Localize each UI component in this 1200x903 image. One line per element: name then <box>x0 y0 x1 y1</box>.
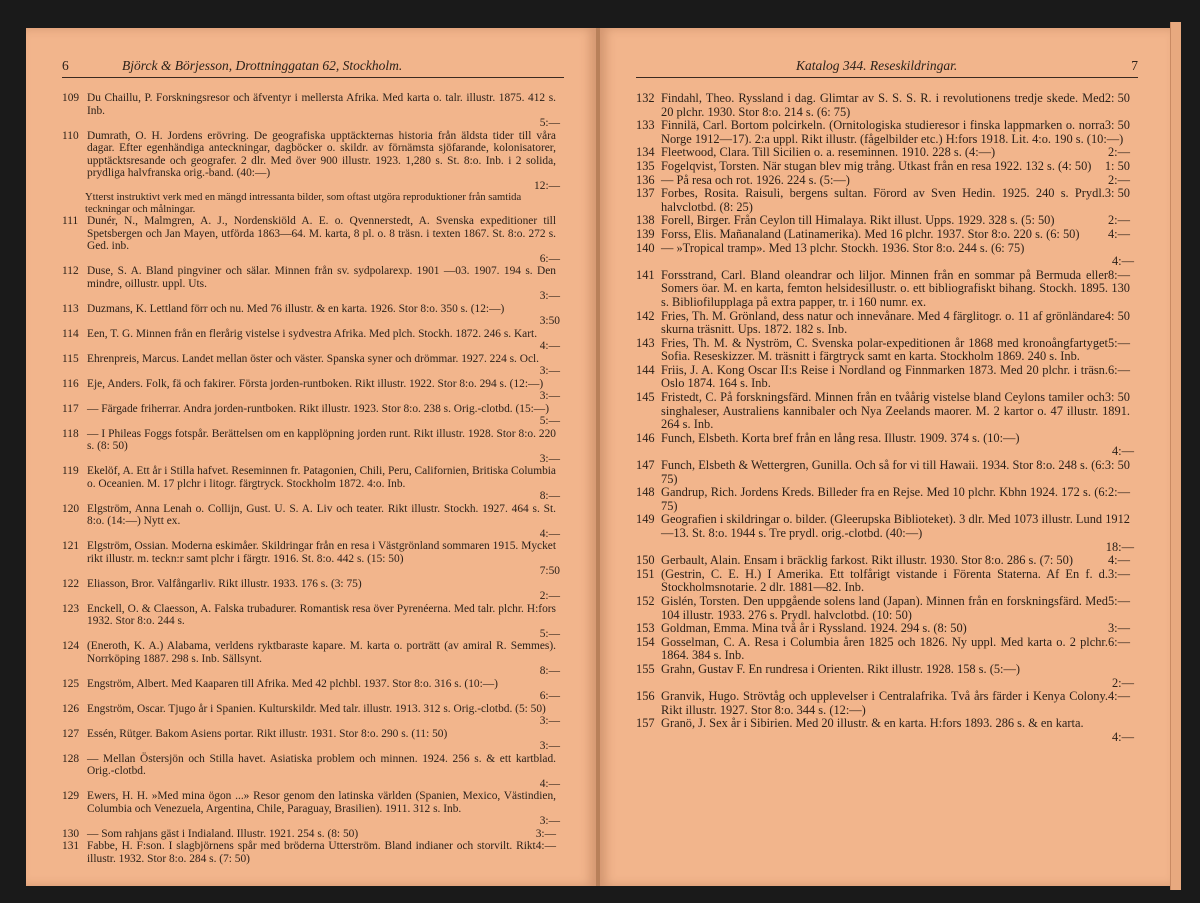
entry-number: 120 <box>62 502 80 515</box>
catalog-entry <box>636 160 1134 174</box>
entry-number: 146 <box>636 430 655 445</box>
catalog-entry <box>62 578 560 603</box>
entry-price: 3:— <box>539 715 560 728</box>
entry-text: Dumrath, O. H. Jordens erövring. De geografiska upptäckternas historia från äldsta tider till våra dagar. Efter egenhändiga anteckningar, dagböcker o. skildr. av förnämsta sjöfarande, kolonisatorer, upptäcktsresande och geografer. 2 dlr. Med över 900 illustr. 1923. 1,280 s. St. 8:o. Inb. i 2 solida, prydliga halvfranska orig.-band. (40:—) <box>87 129 556 179</box>
entry-price: 6:— <box>1107 634 1130 649</box>
entry-number: 153 <box>636 621 655 636</box>
entry-description <box>87 703 560 716</box>
entry-text: Funch, Elsbeth & Wettergren, Gunilla. Och så for vi till Hawaii. 1934. Stor 8:o. 248 s. (6: 75) <box>661 458 1105 486</box>
entry-description <box>87 640 560 665</box>
catalog-entry <box>636 92 1134 119</box>
entry-number: 156 <box>636 689 655 704</box>
entry-price: 5:— <box>539 415 560 428</box>
entry-number: 141 <box>636 267 655 282</box>
entry-price: 6:— <box>1107 362 1130 377</box>
entry-number: 125 <box>62 677 80 690</box>
entry-price: 4: 50 <box>1104 308 1130 323</box>
entry-price: 3:— <box>539 390 560 403</box>
entry-number: 137 <box>636 186 655 201</box>
entry-text: Fabbe, H. F:son. I slagbjörnens spår med bröderna Utterström. Bland indianer och storvilt. Rikt illustr. 1932. Stor 8:o. 284 s. (7: 50) <box>87 840 536 865</box>
entry-description <box>661 92 1134 119</box>
entry-number: 131 <box>62 840 80 853</box>
entry-number: 113 <box>62 302 79 315</box>
left-page-number: 6 <box>62 58 69 73</box>
right-page-header <box>636 58 1138 78</box>
catalog-entry <box>636 690 1134 717</box>
entry-description <box>661 663 1134 677</box>
entry-text: Gerbault, Alain. Ensam i bräcklig farkost. Rikt illustr. 1930. Stor 8:o. 286 s. (7: 50) <box>661 553 1073 568</box>
entry-description <box>661 364 1134 391</box>
entry-number: 116 <box>62 377 79 390</box>
entry-description <box>661 717 1134 731</box>
entry-description <box>661 160 1134 174</box>
entry-number: 128 <box>62 752 80 765</box>
right-page-number: 7 <box>1131 58 1138 73</box>
entry-number: 121 <box>62 540 80 553</box>
entry-text: (Eneroth, K. A.) Alabama, verldens ryktbaraste kapare. M. karta o. porträtt (av amiral R. Semmes). Norrköping 1887. 298 s. Inb. Sällsynt. <box>87 640 556 665</box>
entry-number: 126 <box>62 702 80 715</box>
entry-description <box>661 513 1134 540</box>
entry-description <box>661 568 1134 595</box>
entry-price: 4:— <box>1107 553 1130 568</box>
entry-price: 2: 50 <box>1104 91 1130 105</box>
entry-number: 133 <box>636 118 655 133</box>
entry-text: — I Phileas Foggs fotspår. Berättelsen om en kapplöpning jorden runt. Rikt illustr. 1928. Stor 8:o. 220 s. (8: 50) <box>87 427 556 453</box>
entry-description <box>87 503 560 528</box>
catalog-entry <box>62 753 560 791</box>
entry-price: 2:— <box>1107 485 1130 500</box>
entry-number: 114 <box>62 327 79 340</box>
entry-price: 6:— <box>539 690 560 703</box>
entry-text: Forbes, Rosita. Raisuli, bergens sultan. Förord av Sven Hedin. 1925. 240 s. Prydl. halvclotbd. (8: 25) <box>661 186 1105 214</box>
catalog-entry <box>636 242 1134 269</box>
entry-description <box>87 130 560 180</box>
entry-number: 129 <box>62 790 80 803</box>
entry-description <box>87 840 560 865</box>
entry-price: 4:— <box>1111 729 1134 744</box>
entry-text: — Färgade friherrar. Andra jorden-runtboken. Rikt illustr. 1923. Stor 8:o. 238 s. Orig.-clotbd. (15:—) <box>87 402 549 415</box>
entry-number: 138 <box>636 213 655 228</box>
catalog-entry <box>636 513 1134 554</box>
entry-text: Forsstrand, Carl. Bland oleandrar och liljor. Minnen från en sommar på Bermuda eller Somers öar. M. en karta, femton helsidesillustr. o. ett bibliografiskt bihang. Stockh. 1895. 130 s. Bibliofilupplaga på extra papper, tr. i 160 numr. ex. <box>661 267 1130 309</box>
entry-price: 5:— <box>539 117 560 129</box>
entry-price: 3: 50 <box>1104 390 1130 405</box>
catalog-entry <box>636 622 1134 636</box>
catalog-entry <box>62 840 560 865</box>
entry-description <box>87 328 560 341</box>
entry-description <box>87 428 560 453</box>
entry-number: 145 <box>636 390 655 405</box>
entry-text: — Som rahjans gäst i Indialand. Illustr. 1921. 254 s. (8: 50) <box>87 827 359 840</box>
catalog-entry <box>636 459 1134 486</box>
entry-description <box>87 265 560 290</box>
catalog-entry <box>62 403 560 428</box>
entry-price: 3:— <box>539 815 560 828</box>
entry-description <box>661 622 1134 636</box>
entry-price: 2:— <box>539 590 560 603</box>
entry-description <box>87 540 560 565</box>
entry-price: 4:— <box>539 340 560 353</box>
catalog-entry <box>62 540 560 578</box>
catalog-entry <box>62 428 560 466</box>
entry-number: 122 <box>62 577 80 590</box>
catalog-entry <box>636 432 1134 459</box>
catalog-entry <box>62 215 560 265</box>
catalog-entry <box>62 640 560 678</box>
entry-description <box>87 353 560 366</box>
entry-price: 4:— <box>539 777 560 790</box>
entry-number: 135 <box>636 158 655 173</box>
entry-text: Engström, Oscar. Tjugo år i Spanien. Kulturskildr. Med talr. illustr. 1913. 312 s. Orig.-clotbd. (5: 50) <box>87 702 546 715</box>
catalog-entry <box>636 187 1134 214</box>
catalog-entry <box>636 337 1134 364</box>
entry-price: 3:50 <box>539 315 560 328</box>
entry-text: Ewers, H. H. »Med mina ögon ...» Resor genom den latinska världen (Spanien, Mexico, Västindien, Columbia och Venezuela, Argentina, Chile, Paraguay, Brasilien). 1911. 312 s. Inb. <box>87 790 556 815</box>
entry-price: 2:— <box>1107 145 1130 160</box>
page-stack-edge <box>1170 22 1181 890</box>
entry-price: 3:— <box>539 452 560 465</box>
entry-description <box>87 728 560 741</box>
entry-description <box>87 828 560 841</box>
entry-price: 2:— <box>1107 172 1130 187</box>
catalog-entry <box>636 214 1134 228</box>
entry-note: Ytterst instruktivt verk med en mängd intressanta bilder, som oftast utgöra reproduktioner från samtida teckningar och målningar. <box>85 192 522 215</box>
catalog-entry <box>636 119 1134 146</box>
entry-text: Essén, Rütger. Bakom Asiens portar. Rikt illustr. 1931. Stor 8:o. 290 s. (11: 50) <box>87 727 448 740</box>
entry-price: 3:— <box>535 827 556 840</box>
entry-number: 112 <box>62 265 79 278</box>
entry-number: 115 <box>62 352 79 365</box>
entry-text: (Gestrin, C. E. H.) I Amerika. Ett tolfårigt vistande i Förenta Staterna. Af En f. d. Stockholmsnotarie. 2 dlr. 1881—82. Inb. <box>661 566 1108 595</box>
entry-description <box>87 753 560 778</box>
entry-text: Forell, Birger. Från Ceylon till Himalaya. Rikt illust. Upps. 1929. 328 s. (5: 50) <box>661 213 1055 228</box>
left-page <box>26 28 596 886</box>
entry-price: 3:— <box>539 290 560 303</box>
entry-number: 119 <box>62 465 79 478</box>
catalog-entry <box>62 92 560 130</box>
entry-description <box>661 486 1134 513</box>
entry-description <box>661 690 1134 717</box>
entry-text: Friis, J. A. Kong Oscar II:s Reise i Nordland og Finnmarken 1873. Med 20 plchr. i träsn. Oslo 1874. 164 s. Inb. <box>661 362 1108 391</box>
entry-description <box>87 92 560 117</box>
header-rule <box>62 77 564 78</box>
catalog-entry <box>636 310 1134 337</box>
entry-text: Elgström, Anna Lenah o. Collijn, Gust. U. S. A. Liv och teater. Rikt illustr. Stockh. 1927. 464 s. St. 8:o. (14:—) Nytt ex. <box>87 502 556 528</box>
entry-text: Gislén, Torsten. Den uppgående solens land (Japan). Minnen från en forskningsfärd. Med 104 illustr. 1933. 276 s. Prydl. halvclotbd. (10: 50) <box>661 593 1108 622</box>
entry-text: Enckell, O. & Claesson, A. Falska trubadurer. Romantisk resa över Pyrenéerna. Med talr. plchr. H:fors 1932. Stor 8:o. 244 s. <box>87 602 556 628</box>
entry-description <box>661 269 1134 310</box>
entry-text: Fries, Th. M. Grönland, dess natur och innevånare. Med 4 färglitogr. o. 11 af grönländare skurna träsnitt. Ups. 1872. 182 s. Inb. <box>661 308 1105 337</box>
catalog-entry <box>636 663 1134 690</box>
catalog-entry <box>62 603 560 641</box>
entry-number: 127 <box>62 727 80 740</box>
entry-description <box>87 303 560 316</box>
entry-description <box>87 378 560 391</box>
entry-number: 148 <box>636 485 655 500</box>
entry-text: Granvik, Hugo. Strövtåg och upplevelser i Centralafrika. Två års färder i Kenya Colony. Rikt illustr. 1927. Stor 8:o. 344 s. (12:—) <box>661 689 1108 717</box>
entry-text: — På resa och rot. 1926. 224 s. (5:—) <box>661 172 850 187</box>
entry-text: Forss, Elis. Mañanaland (Latinamerika). Med 16 plchr. 1937. Stor 8:o. 220 s. (6: 50) <box>661 226 1080 241</box>
entry-text: Ekelöf, A. Ett år i Stilla hafvet. Reseminnen fr. Patagonien, Chili, Peru, Californien, Britiska Columbia o. Oceanien. M. 17 plchr i litogr. färgtryck. Stockholm 1872. 4:o. Inb. <box>87 465 556 490</box>
entry-number: 123 <box>62 602 80 615</box>
entry-number: 150 <box>636 553 655 568</box>
entry-price: 3:— <box>1107 621 1130 636</box>
entry-description <box>661 391 1134 432</box>
entry-text: Fogelqvist, Torsten. När stugan blev mig trång. Utkast från en resa 1922. 132 s. (4: 50) <box>661 158 1092 173</box>
entry-description <box>87 215 560 253</box>
entry-price: 18:— <box>1105 539 1134 554</box>
catalog-entry <box>636 269 1134 310</box>
catalog-entry <box>62 503 560 541</box>
entry-price: 3:— <box>1107 566 1130 581</box>
entry-description <box>661 187 1134 214</box>
right-running-head: Katalog 344. Reseskildringar. <box>796 58 958 73</box>
entry-number: 152 <box>636 593 655 608</box>
entry-text: Elgström, Ossian. Moderna eskimåer. Skildringar från en resa i Västgrönland sommaren 1915. Mycket rikt illustr. m. teckn:r samt plchr i färgtr. 1916. St. 8:o. 442 s. (15: 50) <box>87 540 556 565</box>
catalog-entry <box>62 265 560 303</box>
entry-description <box>661 119 1134 146</box>
entry-price: 4:— <box>539 527 560 540</box>
entry-text: Ehrenpreis, Marcus. Landet mellan öster och väster. Spanska syner och drömmar. 1927. 224 s. Ocl. <box>87 352 540 365</box>
catalog-entry <box>636 636 1134 663</box>
left-running-head: Björck & Börjesson, Drottninggatan 62, Stockholm. <box>122 58 403 73</box>
left-entry-list <box>62 92 560 865</box>
entry-description <box>87 790 560 815</box>
catalog-entry <box>636 391 1134 432</box>
entry-number: 111 <box>62 215 79 228</box>
catalog-entry <box>636 364 1134 391</box>
catalog-entry <box>636 228 1134 242</box>
entry-description <box>87 578 560 591</box>
catalog-entry <box>636 595 1134 622</box>
entry-number: 157 <box>636 716 655 731</box>
catalog-entry <box>636 174 1134 188</box>
entry-text: — »Tropical tramp». Med 13 plchr. Stockh. 1936. Stor 8:o. 244 s. (6: 75) <box>661 240 1025 255</box>
entry-price: 5:— <box>1107 593 1130 608</box>
entry-text: — Mellan Östersjön och Stilla havet. Asiatiska problem och minnen. 1924. 256 s. & ett kartblad. Orig.-clotbd. <box>87 752 556 778</box>
entry-number: 124 <box>62 640 80 653</box>
entry-text: Geografien i skildringar o. bilder. (Gleerupska Biblioteket). 3 dlr. Med 1073 illustr. Lund 1912—13. St. 8:o. 1944 s. Tre prydl. orig.-clotbd. (40:—) <box>661 512 1130 540</box>
entry-text: Funch, Elsbeth. Korta bref från en lång resa. Illustr. 1909. 374 s. (10:—) <box>661 430 1020 445</box>
entry-price: 4:— <box>1107 689 1130 704</box>
entry-price: 4:— <box>535 840 556 853</box>
entry-text: Du Chaillu, P. Forskningsresor och äfventyr i mellersta Afrika. Med karta o. talr. illustr. 1875. 412 s. Inb. <box>87 92 556 117</box>
entry-text: Gandrup, Rich. Jordens Kreds. Billeder fra en Rejse. Med 10 plchr. Kbhn 1924. 172 s. (6: 75) <box>661 485 1108 513</box>
catalog-entry <box>62 828 560 841</box>
entry-number: 117 <box>62 402 79 415</box>
right-entry-list <box>636 92 1134 745</box>
catalog-entry <box>62 703 560 728</box>
entry-price: 5:— <box>1107 335 1130 350</box>
entry-number: 144 <box>636 362 655 377</box>
entry-price: 2:— <box>1107 213 1130 228</box>
entry-text: Duzmans, K. Lettland förr och nu. Med 76 illustr. & en karta. 1926. Stor 8:o. 350 s. (12:—) <box>87 302 505 315</box>
catalog-entry <box>636 717 1134 744</box>
entry-text: Fristedt, C. På forskningsfärd. Minnen från en tvåårig vistelse bland Ceylons tamiler och singhaleser, Australiens kannibaler och Nya Zeelands maorer. M. 2 kartor o. 47 illustr. 1891. 264 s. Inb. <box>661 390 1130 432</box>
left-page-header <box>62 58 564 78</box>
entry-description <box>661 337 1134 364</box>
entry-number: 140 <box>636 240 655 255</box>
entry-price: 4:— <box>1111 254 1134 269</box>
entry-description <box>661 214 1134 228</box>
entry-number: 118 <box>62 427 79 440</box>
entry-text: Een, T. G. Minnen från en flerårig vistelse i sydvestra Afrika. Med plch. Stockh. 1872. 246 s. Kart. <box>87 327 538 340</box>
entry-text: Findahl, Theo. Ryssland i dag. Glimtar av S. S. S. R. i revolutionens tredje skede. Med 20 plchr. 1930. Stor 8:o. 214 s. (6: 75) <box>661 91 1105 119</box>
entry-number: 143 <box>636 335 655 350</box>
catalog-entry <box>636 568 1134 595</box>
entry-number: 147 <box>636 458 655 473</box>
catalog-entry <box>62 328 560 353</box>
entry-price: 12:— <box>534 179 560 192</box>
entry-price: 3: 50 <box>1104 118 1130 133</box>
entry-price: 2:— <box>1111 675 1134 690</box>
catalog-entry <box>636 486 1134 513</box>
entry-price: 4:— <box>1107 226 1130 241</box>
entry-price: 4:— <box>1111 444 1134 459</box>
entry-text: Duse, S. A. Bland pingviner och sälar. Minnen från sv. sydpolarexp. 1901 —03. 1907. 194 s. Den mindre, oillustr. uppl. Uts. <box>87 265 556 290</box>
entry-description <box>661 242 1134 256</box>
entry-description <box>87 465 560 490</box>
entry-number: 149 <box>636 512 655 527</box>
entry-number: 110 <box>62 129 79 142</box>
entry-number: 134 <box>636 145 655 160</box>
entry-price: 1: 50 <box>1104 158 1130 173</box>
catalog-entry <box>62 130 560 216</box>
entry-price: 3:— <box>539 740 560 753</box>
entry-price: 3: 50 <box>1104 186 1130 201</box>
catalog-entry <box>636 554 1134 568</box>
entry-description <box>87 403 560 416</box>
catalog-entry <box>62 678 560 703</box>
entry-price: 6:— <box>539 252 560 265</box>
entry-price: 8:— <box>539 490 560 503</box>
entry-text: Gosselman, C. A. Resa i Columbia åren 1825 och 1826. Ny uppl. Med karta o. 2 plchr. 1864. 384 s. Inb. <box>661 634 1108 663</box>
entry-number: 151 <box>636 566 655 581</box>
entry-description <box>661 174 1134 188</box>
entry-price: 3: 50 <box>1104 458 1130 473</box>
entry-number: 142 <box>636 308 655 323</box>
catalog-entry <box>62 378 560 403</box>
entry-text: Fleetwood, Clara. Till Sicilien o. a. reseminnen. 1910. 228 s. (4:—) <box>661 145 996 160</box>
catalog-entry <box>62 790 560 828</box>
entry-number: 136 <box>636 172 655 187</box>
entry-price: 5:— <box>539 627 560 640</box>
entry-text: Goldman, Emma. Mina två år i Ryssland. 1924. 294 s. (8: 50) <box>661 621 967 636</box>
catalog-entry <box>62 303 560 328</box>
entry-number: 130 <box>62 827 80 840</box>
entry-description <box>661 228 1134 242</box>
entry-text: Eliasson, Bror. Valfångarliv. Rikt illustr. 1933. 176 s. (3: 75) <box>87 577 362 590</box>
entry-price: 8:— <box>539 665 560 678</box>
entry-description <box>87 603 560 628</box>
entry-text: Grahn, Gustav F. En rundresa i Orienten. Rikt illustr. 1928. 158 s. (5:—) <box>661 661 1020 676</box>
entry-number: 154 <box>636 634 655 649</box>
catalog-entry <box>62 353 560 378</box>
entry-price: 3:— <box>539 365 560 378</box>
entry-text: Dunér, N., Malmgren, A. J., Nordenskiöld A. E. o. Qvennerstedt, A. Svenska expeditioner till Spetsbergen och Jan Mayen, utförda 1863—64. M. karta, 8 pl. o. 8 träsn. i texten 1867. St. 8:o. 272 s. Ged. inb. <box>87 215 556 253</box>
entry-number: 109 <box>62 92 80 104</box>
header-rule <box>636 77 1138 78</box>
entry-text: Fries, Th. M. & Nyström, C. Svenska polar-expeditionen år 1868 med kronoångfartyget Sofia. Reseskizzer. M. träsnitt i färgtryck samt en karta. Stockholm 1869. 240 s. Inb. <box>661 335 1108 364</box>
entry-number: 132 <box>636 91 655 105</box>
catalog-entry <box>62 728 560 753</box>
entry-description <box>87 678 560 691</box>
entry-price: 7:50 <box>539 565 560 578</box>
entry-text: Finnilä, Carl. Bortom polcirkeln. (Ornitologiska studieresor i finska lappmarken o. norra Norge 1912—17). 2:a uppl. Rikt illustr. (fågelbilder etc.) H:fors 1918. Lit. 4:o. 190 s. (10:—) <box>661 118 1124 146</box>
entry-description <box>661 459 1134 486</box>
catalog-entry <box>636 146 1134 160</box>
entry-text: Eje, Anders. Folk, fä och fakirer. Första jorden-runtboken. Rikt illustr. 1922. Stor 8:o. 294 s. (12:—) <box>87 377 544 390</box>
catalog-entry <box>62 465 560 503</box>
entry-number: 155 <box>636 661 655 676</box>
entry-description <box>661 310 1134 337</box>
entry-text: Granö, J. Sex år i Sibirien. Med 20 illustr. & en karta. H:fors 1893. 286 s. & en karta. <box>661 716 1084 731</box>
right-page <box>600 28 1170 886</box>
entry-description <box>661 146 1134 160</box>
entry-description <box>661 554 1134 568</box>
entry-price: 8:— <box>1107 267 1130 282</box>
entry-text: Engström, Albert. Med Kaaparen till Afrika. Med 42 plchbl. 1937. Stor 8:o. 316 s. (10:—) <box>87 677 498 690</box>
entry-description <box>661 432 1134 446</box>
entry-description <box>661 595 1134 622</box>
entry-description <box>661 636 1134 663</box>
entry-number: 139 <box>636 226 655 241</box>
